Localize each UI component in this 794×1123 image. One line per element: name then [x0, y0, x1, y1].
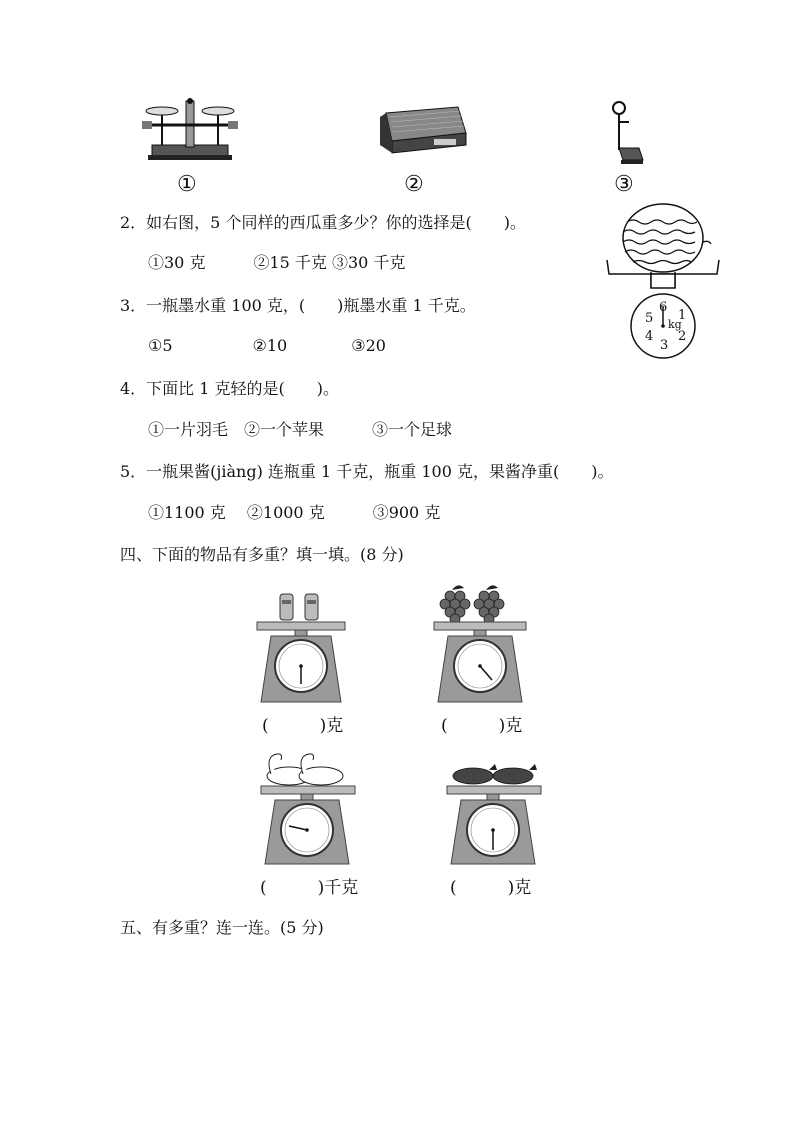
watermelon-dial-number-2: 2	[678, 329, 687, 344]
watermelon-dial-number-3: 3	[660, 338, 669, 353]
scale-eggplants-caption: ( )克	[450, 878, 532, 898]
tool-label-2: ②	[404, 172, 424, 197]
scale-cans-icon	[255, 590, 355, 710]
watermelon-dial-number-4: 4	[645, 329, 654, 344]
tool-label-1: ①	[177, 172, 197, 197]
question-3-options: ①5 ②10 ③20	[148, 336, 386, 355]
scale-grapes-icon	[432, 580, 532, 710]
section-4-title: 四、下面的物品有多重？填一填。(8 分)	[120, 545, 404, 564]
section-5-title: 五、有多重？连一连。(5 分)	[120, 918, 324, 937]
scale-cans-caption: ( )克	[262, 716, 344, 736]
platform-scale-icon	[605, 98, 645, 168]
scale-geese-icon	[259, 746, 359, 866]
watermelon-dial-number-6: 6	[659, 300, 668, 315]
question-5-stem: 5．一瓶果酱(jiàng) 连瓶重 1 千克，瓶重 100 克，果酱净重( )。	[120, 462, 614, 481]
watermelon-icon	[603, 200, 723, 390]
question-2-options: ①30 克 ②15 千克 ③30 千克	[148, 253, 406, 272]
question-5-options: ①1100 克 ②1000 克 ③900 克	[148, 503, 441, 522]
watermelon-dial-number-5: 5	[645, 311, 654, 326]
question-4-options: ①一片羽毛 ②一个苹果 ③一个足球	[148, 420, 453, 439]
question-2-stem: 2．如右图，5 个同样的西瓜重多少？你的选择是( )。	[120, 213, 526, 232]
question-3-stem: 3．一瓶墨水重 100 克，( )瓶墨水重 1 千克。	[120, 296, 476, 315]
tool-label-3: ③	[614, 172, 634, 197]
watermelon-dial-unit: kg	[668, 318, 682, 331]
scale-geese-caption: ( )千克	[260, 878, 359, 898]
electronic-scale-icon	[378, 103, 468, 158]
scale-eggplants-icon	[445, 746, 545, 866]
scale-grapes-caption: ( )克	[441, 716, 523, 736]
question-4-stem: 4．下面比 1 克轻的是( )。	[120, 379, 340, 398]
watermelon-dial-number-1: 1	[678, 308, 687, 323]
balance-scale-icon	[140, 95, 240, 165]
